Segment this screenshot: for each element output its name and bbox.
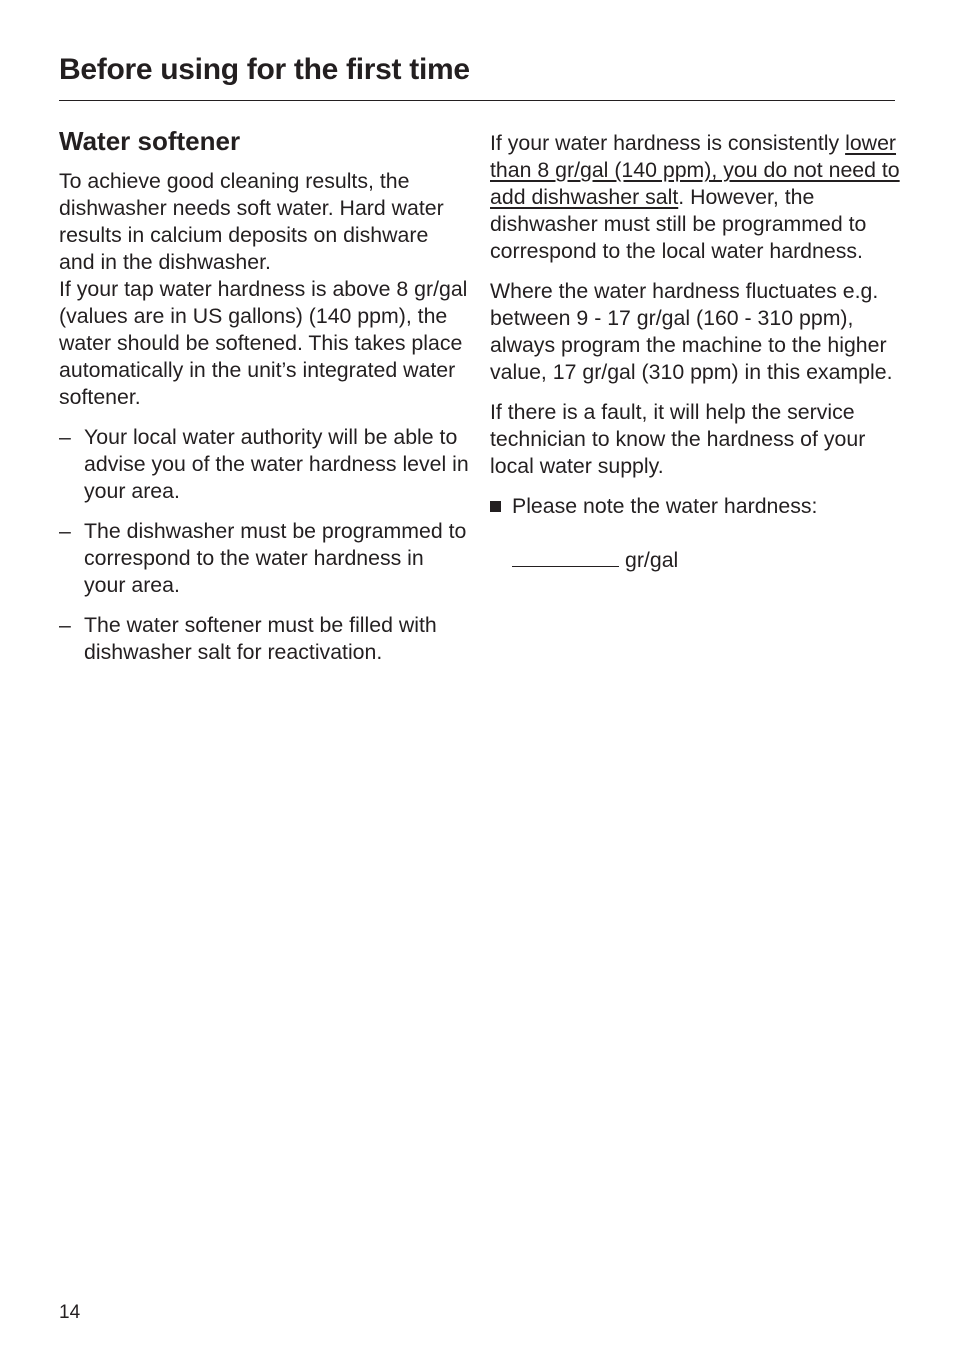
dash-bullet-icon: – <box>59 519 71 543</box>
page-title: Before using for the first time <box>59 53 470 86</box>
page-number: 14 <box>59 1302 81 1323</box>
fault-paragraph: If there is a fault, it will help the service technician to know the hardness of your local water supply. <box>490 400 866 478</box>
intro-text-2: If your tap water hardness is above 8 gr/gal (values are in US gallons) (140 ppm), the water should be softened. This takes place automatically in the unit’s integrated water softener. <box>59 277 468 409</box>
instruction-text: Please note the water hardness: <box>512 494 818 518</box>
section-heading: Water softener <box>59 126 241 156</box>
square-bullet-icon <box>490 501 501 512</box>
list-item <box>59 612 469 666</box>
dash-bullet-icon: – <box>59 425 71 449</box>
low-hardness-text-end: . However, the dishwasher must still be programmed to correspond to the local water hardness. <box>490 185 867 263</box>
fluctuation-paragraph: Where the water hardness fluctuates e.g. between 9 - 17 gr/gal (160 - 310 ppm), always program the machine to the higher value, 17 gr/gal (310 ppm) in this example. <box>490 279 893 384</box>
title-divider <box>59 100 895 101</box>
list-item-text: Your local water authority will be able to advise you of the water hardness level in your area. <box>84 425 469 503</box>
right-column <box>490 130 910 574</box>
low-hardness-text-start: If your water hardness is consistently <box>490 131 846 155</box>
advice-list <box>59 424 469 666</box>
intro-text-1: To achieve good cleaning results, the dishwasher needs soft water. Hard water results in calcium deposits on dishware and in the dishwasher. <box>59 169 444 274</box>
low-hardness-paragraph <box>490 130 910 265</box>
dash-bullet-icon: – <box>59 613 71 637</box>
list-item <box>59 424 469 505</box>
left-column <box>59 124 469 679</box>
instruction-item <box>490 493 910 520</box>
list-item-text: The dishwasher must be programmed to correspond to the water hardness in your area. <box>84 519 467 597</box>
intro-paragraph <box>59 168 469 411</box>
list-item-text: The water softener must be filled with dishwasher salt for reactivation. <box>84 613 437 664</box>
list-item <box>59 518 469 599</box>
underlined-note: lower than 8 gr/gal (140 ppm), you do not need to add dishwasher salt <box>490 131 900 209</box>
hardness-entry-row <box>490 547 910 574</box>
hardness-unit: gr/gal <box>625 548 679 572</box>
hardness-blank-line <box>512 548 619 567</box>
